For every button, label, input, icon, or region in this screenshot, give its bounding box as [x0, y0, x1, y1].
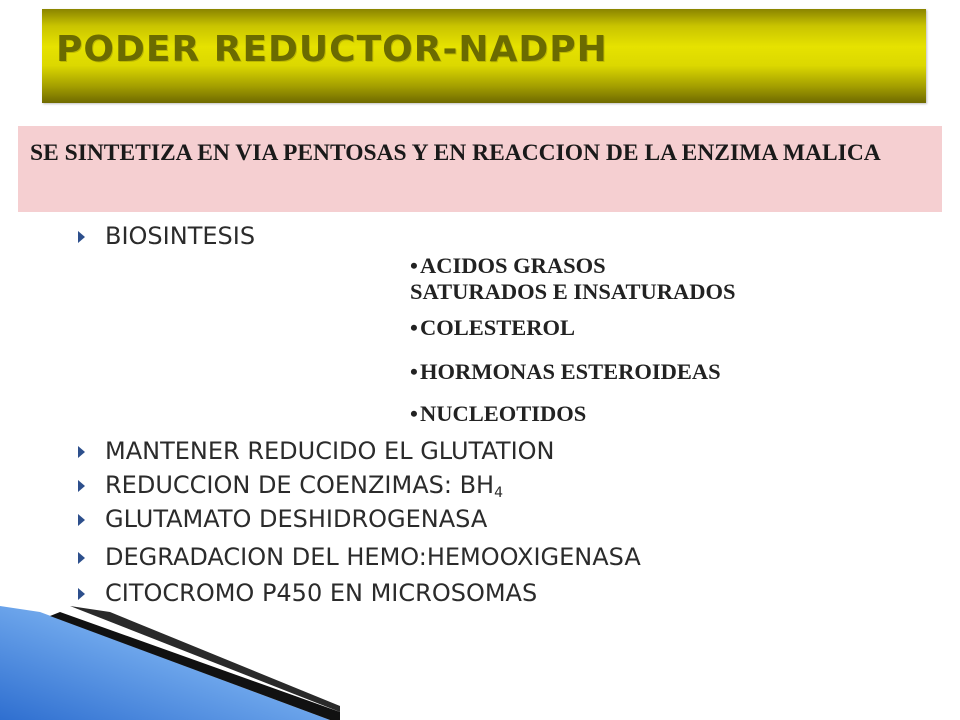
- subscript: 4: [494, 485, 504, 501]
- bullet-dot-icon: •: [410, 401, 418, 426]
- arrow-bullet-icon: [78, 514, 85, 526]
- sub-item-text: NUCLEOTIDOS: [420, 401, 587, 426]
- sub-item: [410, 358, 735, 386]
- bullet-text: GLUTAMATO DESHIDROGENASA: [105, 505, 488, 533]
- bullet-text: BIOSINTESIS: [105, 222, 256, 250]
- bullet-text: CITOCROMO P450 EN MICROSOMAS: [105, 579, 538, 607]
- sub-item: [410, 314, 735, 342]
- sub-item-text: ACIDOS GRASOS: [420, 253, 606, 278]
- sub-item-continuation: SATURADOS E INSATURADOS: [410, 279, 736, 304]
- bullet-text-main: REDUCCION DE COENZIMAS: BH: [105, 471, 495, 499]
- arrow-bullet-icon: [78, 552, 85, 564]
- arrow-bullet-icon: [78, 231, 85, 243]
- sub-item: [410, 252, 735, 280]
- highlight-text: SE SINTETIZA EN VIA PENTOSAS Y EN REACCION DE LA ENZIMA MALICA: [30, 140, 881, 166]
- bullet-dot-icon: •: [410, 359, 418, 384]
- bullet-dot-icon: •: [410, 315, 418, 340]
- arrow-bullet-icon: [78, 446, 85, 458]
- arrow-bullet-icon: [78, 480, 85, 492]
- bullet-dot-icon: •: [410, 253, 418, 278]
- bullet-text: DEGRADACION DEL HEMO:HEMOOXIGENASA: [105, 543, 641, 571]
- arrow-bullet-icon: [78, 588, 85, 600]
- sub-item-text: COLESTEROL: [420, 315, 576, 340]
- sub-item: [410, 400, 735, 428]
- bullet-text: [105, 471, 503, 501]
- bullet-text: MANTENER REDUCIDO EL GLUTATION: [105, 437, 555, 465]
- title-bar: [42, 9, 926, 103]
- biosintesis-sublist: [410, 252, 735, 428]
- sub-item-text: HORMONAS ESTEROIDEAS: [420, 359, 721, 384]
- highlight-box: [18, 126, 942, 212]
- slide-title: PODER REDUCTOR-NADPH: [56, 29, 608, 70]
